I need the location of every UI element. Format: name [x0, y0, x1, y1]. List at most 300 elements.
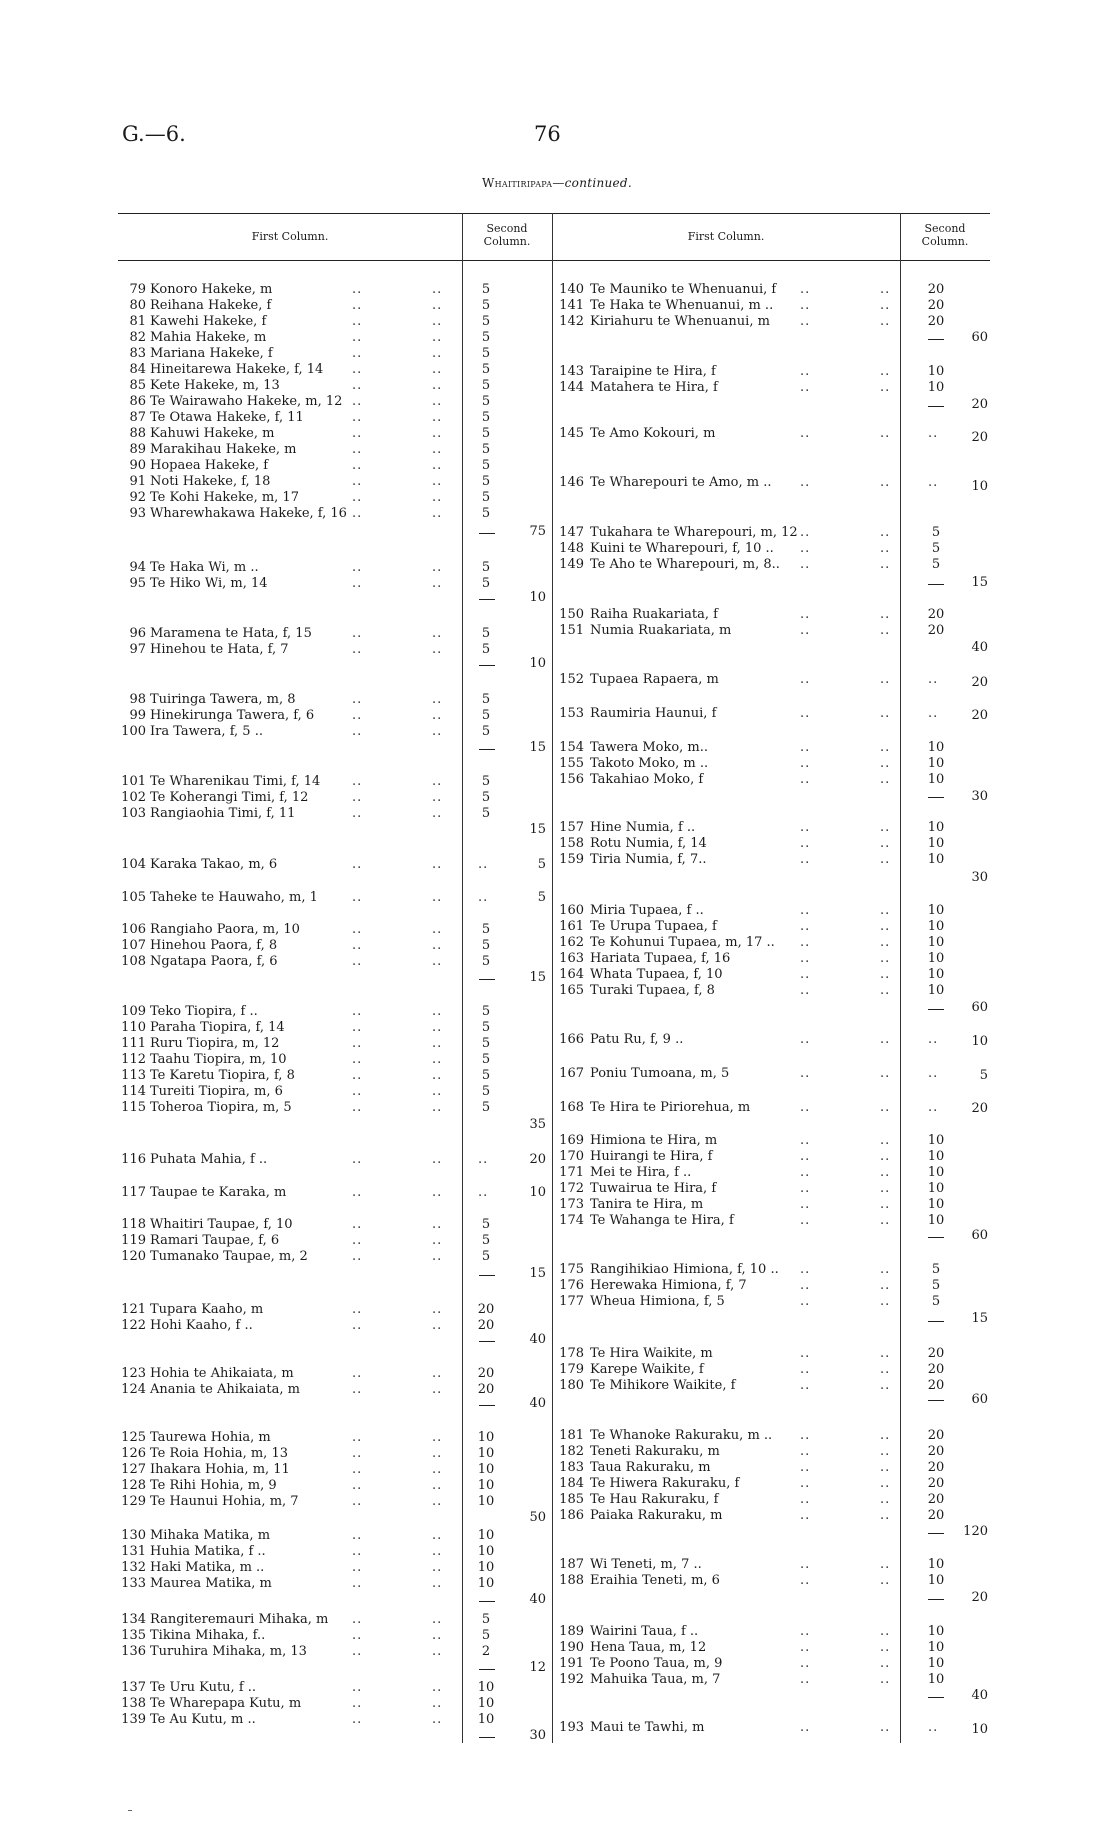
leader-dots: .. [432, 1233, 443, 1248]
entry-name: Te Wharenikau Timi, f, 14 [150, 774, 321, 789]
entry-name: Te Uru Kutu, f .. [150, 1680, 257, 1695]
list-item [0, 740, 1000, 756]
leader-dots: .. [880, 1640, 891, 1655]
list-item [0, 394, 1000, 410]
leader-dots: .. [352, 1233, 363, 1248]
entry-number: 181 [559, 1428, 584, 1443]
entry-name: Te Hira Waikite, m [590, 1346, 713, 1361]
entry-number: 79 [129, 282, 146, 297]
entry-name: Te Mihikore Waikite, f [590, 1378, 736, 1393]
share-value: 5 [481, 1233, 491, 1248]
share-value: 10 [927, 983, 945, 998]
leader-dots: .. [880, 475, 891, 490]
list-item [0, 951, 1000, 967]
group-total: 20 [971, 708, 988, 723]
subtotal-dash [479, 1405, 495, 1406]
leader-dots: .. [800, 1656, 811, 1671]
list-item [0, 706, 1000, 722]
entry-name: Numia Ruakariata, m [590, 623, 732, 638]
leader-dots: .. [352, 1185, 363, 1200]
list-item [0, 935, 1000, 951]
subtotal-dash [928, 406, 944, 407]
entry-name: Whaitiri Taupae, f, 10 [150, 1217, 293, 1232]
leader-dots: .. [880, 541, 891, 556]
list-item [0, 458, 1000, 474]
entry-name: Turuhira Mihaka, m, 13 [150, 1644, 307, 1659]
list-item [0, 983, 1000, 999]
subtotal-dash [928, 797, 944, 798]
leader-dots: .. [432, 1152, 443, 1167]
leader-dots: .. [432, 426, 443, 441]
leader-dots: .. [928, 1100, 939, 1115]
leader-dots: .. [800, 772, 811, 787]
left-first-column-header: First Column. [251, 230, 329, 243]
entry-number: 119 [121, 1233, 146, 1248]
group-total: 20 [971, 430, 988, 445]
entry-number: 132 [121, 1560, 146, 1575]
entry-number: 90 [129, 458, 146, 473]
leader-dots: .. [352, 346, 363, 361]
list-item [0, 314, 1000, 330]
list-item [0, 1656, 1000, 1672]
share-value: 10 [927, 740, 945, 755]
list-item [0, 672, 1000, 688]
entry-number: 138 [121, 1696, 146, 1711]
leader-dots: .. [352, 1680, 363, 1695]
leader-dots: .. [432, 378, 443, 393]
entry-number: 178 [559, 1346, 584, 1361]
leader-dots: .. [880, 1492, 891, 1507]
leader-dots: .. [880, 919, 891, 934]
subtotal-dash [479, 1341, 495, 1342]
leader-dots: .. [800, 282, 811, 297]
group-total: 15 [971, 575, 988, 590]
share-value: 5 [481, 938, 491, 953]
leader-dots: .. [432, 1430, 443, 1445]
list-item [0, 298, 1000, 314]
leader-dots: .. [352, 708, 363, 723]
subtotal-dash [928, 339, 944, 340]
leader-dots: .. [800, 983, 811, 998]
entry-name: Te Poono Taua, m, 9 [590, 1656, 723, 1671]
list-item [0, 756, 1000, 772]
leader-dots: .. [432, 1366, 443, 1381]
share-value: 10 [477, 1446, 495, 1461]
share-value: 10 [927, 1213, 945, 1228]
share-value: 20 [927, 1378, 945, 1393]
list-item [0, 426, 1000, 442]
leader-dots: .. [800, 475, 811, 490]
leader-dots: .. [432, 1446, 443, 1461]
leader-dots: .. [800, 1197, 811, 1212]
share-value: 10 [927, 1165, 945, 1180]
group-total: 10 [971, 479, 988, 494]
entry-name: Wi Teneti, m, 7 .. [590, 1557, 702, 1572]
list-item [0, 1318, 1000, 1334]
entry-name: Toheroa Tiopira, m, 5 [150, 1100, 292, 1115]
entry-number: 120 [121, 1249, 146, 1264]
entry-name: Mahia Hakeke, m [150, 330, 267, 345]
entry-number: 191 [559, 1656, 584, 1671]
leader-dots: .. [880, 1476, 891, 1491]
leader-dots: .. [880, 1378, 891, 1393]
leader-dots: .. [800, 852, 811, 867]
entry-number: 160 [559, 903, 584, 918]
entry-number: 153 [559, 706, 584, 721]
share-value: 5 [481, 282, 491, 297]
entry-name: Mihaka Matika, m [150, 1528, 271, 1543]
leader-dots: .. [880, 836, 891, 851]
leader-dots: .. [800, 1181, 811, 1196]
table-top-rule [118, 213, 990, 214]
entry-number: 115 [121, 1100, 146, 1115]
leader-dots: .. [880, 1362, 891, 1377]
leader-dots: .. [432, 1185, 443, 1200]
share-value: 20 [927, 298, 945, 313]
leader-dots: .. [880, 1294, 891, 1309]
leader-dots: .. [880, 557, 891, 572]
leader-dots: .. [432, 708, 443, 723]
share-value: 10 [477, 1712, 495, 1727]
leader-dots: .. [352, 474, 363, 489]
leader-dots: .. [432, 1560, 443, 1575]
entry-number: 101 [121, 774, 146, 789]
entry-number: 88 [129, 426, 146, 441]
leader-dots: .. [352, 1217, 363, 1232]
leader-dots: .. [880, 820, 891, 835]
leader-dots: .. [352, 1712, 363, 1727]
share-value: 5 [481, 474, 491, 489]
group-total: 60 [971, 1000, 988, 1015]
leader-dots: .. [880, 282, 891, 297]
leader-dots: .. [880, 1149, 891, 1164]
leader-dots: .. [800, 1165, 811, 1180]
list-item [0, 1032, 1000, 1048]
leader-dots: .. [432, 1004, 443, 1019]
entry-number: 182 [559, 1444, 584, 1459]
entry-name: Tiria Numia, f, 7.. [590, 852, 707, 867]
entry-name: Takahiao Moko, f [590, 772, 704, 787]
list-item [0, 506, 1000, 522]
share-value: 20 [477, 1366, 495, 1381]
entry-number: 112 [121, 1052, 146, 1067]
list-item [0, 1557, 1000, 1573]
entry-number: 82 [129, 330, 146, 345]
list-item [0, 1066, 1000, 1082]
entry-number: 165 [559, 983, 584, 998]
group-total: 20 [971, 1101, 988, 1116]
entry-number: 127 [121, 1462, 146, 1477]
share-value: 10 [927, 967, 945, 982]
leader-dots: .. [352, 410, 363, 425]
entry-number: 140 [559, 282, 584, 297]
entry-number: 98 [129, 692, 146, 707]
entry-number: 167 [559, 1066, 584, 1081]
leader-dots: .. [432, 474, 443, 489]
leader-dots: .. [432, 938, 443, 953]
leader-dots: .. [352, 282, 363, 297]
group-total: 60 [971, 1392, 988, 1407]
entry-name: Taahu Tiopira, m, 10 [150, 1052, 287, 1067]
leader-dots: .. [432, 410, 443, 425]
leader-dots: .. [352, 362, 363, 377]
leader-dots: .. [800, 820, 811, 835]
entry-name: Tawera Moko, m.. [590, 740, 709, 755]
subtotal-dash [479, 1737, 495, 1738]
share-value: 10 [927, 1149, 945, 1164]
entry-name: Te Urupa Tupaea, f [590, 919, 717, 934]
leader-dots: .. [880, 1213, 891, 1228]
entry-name: Te Hau Rakuraku, f [590, 1492, 719, 1507]
entry-name: Puhata Mahia, f .. [150, 1152, 268, 1167]
share-value: 5 [481, 410, 491, 425]
list-item [0, 1278, 1000, 1294]
list-item [0, 919, 1000, 935]
leader-dots: .. [800, 935, 811, 950]
entry-name: Taraipine te Hira, f [590, 364, 716, 379]
leader-dots: .. [800, 1444, 811, 1459]
leader-dots: .. [478, 857, 489, 872]
share-value: 5 [481, 1036, 491, 1051]
entry-name: Rangiteremauri Mihaka, m [150, 1612, 329, 1627]
share-value: 10 [927, 380, 945, 395]
share-value: 10 [927, 852, 945, 867]
group-total: 50 [529, 1510, 546, 1525]
share-value: 20 [477, 1318, 495, 1333]
table-header-rule [118, 260, 990, 261]
share-value: 20 [927, 1460, 945, 1475]
leader-dots: .. [432, 1462, 443, 1477]
entry-name: Te Koherangi Timi, f, 12 [150, 790, 309, 805]
leader-dots: .. [352, 1084, 363, 1099]
group-total: 15 [971, 1311, 988, 1326]
share-value: 5 [481, 806, 491, 821]
leader-dots: .. [352, 1544, 363, 1559]
group-total: 20 [971, 1590, 988, 1605]
share-value: 10 [477, 1696, 495, 1711]
share-value: 20 [477, 1382, 495, 1397]
entry-name: Hopaea Hakeke, f [150, 458, 269, 473]
share-value: 5 [481, 708, 491, 723]
list-item [0, 1004, 1000, 1020]
leader-dots: .. [432, 458, 443, 473]
list-item [0, 541, 1000, 557]
share-value: 10 [477, 1494, 495, 1509]
entry-name: Mei te Hira, f .. [590, 1165, 692, 1180]
entry-number: 179 [559, 1362, 584, 1377]
leader-dots: .. [880, 1557, 891, 1572]
group-total: 10 [529, 656, 546, 671]
leader-dots: .. [880, 1197, 891, 1212]
leader-dots: .. [880, 1460, 891, 1475]
leader-dots: .. [880, 1032, 891, 1047]
leader-dots: .. [352, 1052, 363, 1067]
leader-dots: .. [800, 1378, 811, 1393]
entry-number: 95 [129, 576, 146, 591]
leader-dots: .. [352, 642, 363, 657]
list-item [0, 1640, 1000, 1656]
group-total: 5 [979, 1068, 988, 1083]
leader-dots: .. [352, 1004, 363, 1019]
leader-dots: .. [880, 1165, 891, 1180]
entry-number: 168 [559, 1100, 584, 1115]
leader-dots: .. [880, 706, 891, 721]
entry-number: 154 [559, 740, 584, 755]
leader-dots: .. [478, 1152, 489, 1167]
entry-number: 166 [559, 1032, 584, 1047]
leader-dots: .. [352, 1696, 363, 1711]
entry-name: Kawehi Hakeke, f [150, 314, 267, 329]
leader-dots: .. [432, 1068, 443, 1083]
share-value: 5 [481, 724, 491, 739]
entry-name: Te Hira te Piriorehua, m [590, 1100, 751, 1115]
group-total: 30 [529, 1728, 546, 1743]
entry-number: 141 [559, 298, 584, 313]
entry-name: Rotu Numia, f, 14 [590, 836, 707, 851]
leader-dots: .. [800, 967, 811, 982]
subtotal-dash [479, 599, 495, 600]
share-value: 5 [481, 314, 491, 329]
leader-dots: .. [800, 1362, 811, 1377]
leader-dots: .. [432, 1528, 443, 1543]
entry-number: 187 [559, 1557, 584, 1572]
group-total: 40 [529, 1592, 546, 1607]
leader-dots: .. [352, 1528, 363, 1543]
list-item [0, 1492, 1000, 1508]
entry-name: Reihana Hakeke, f [150, 298, 272, 313]
leader-dots: .. [432, 1612, 443, 1627]
group-total: 12 [529, 1660, 546, 1675]
section-title-cont: —continued. [552, 176, 633, 190]
share-value: 10 [927, 820, 945, 835]
share-value: 5 [481, 362, 491, 377]
entry-name: Te Mauniko te Whenuanui, f [590, 282, 777, 297]
share-value: 10 [927, 364, 945, 379]
leader-dots: .. [432, 1644, 443, 1659]
document-reference: G.—6. [122, 122, 186, 146]
leader-dots: .. [800, 919, 811, 934]
share-value: 5 [931, 1294, 941, 1309]
share-value: 10 [927, 903, 945, 918]
entry-name: Miria Tupaea, f .. [590, 903, 704, 918]
entry-number: 155 [559, 756, 584, 771]
group-total: 30 [971, 789, 988, 804]
entry-name: Mahuika Taua, m, 7 [590, 1672, 721, 1687]
share-value: 5 [481, 560, 491, 575]
leader-dots: .. [352, 1644, 363, 1659]
entry-number: 107 [121, 938, 146, 953]
leader-dots: .. [432, 362, 443, 377]
share-value: 5 [481, 692, 491, 707]
leader-dots: .. [478, 890, 489, 905]
leader-dots: .. [880, 740, 891, 755]
leader-dots: .. [478, 1185, 489, 1200]
entry-name: Tuiringa Tawera, m, 8 [150, 692, 296, 707]
leader-dots: .. [880, 623, 891, 638]
entry-name: Te Kohunui Tupaea, m, 17 .. [590, 935, 775, 950]
leader-dots: .. [432, 576, 443, 591]
leader-dots: .. [432, 1217, 443, 1232]
entry-name: Anania te Ahikaiata, m [150, 1382, 300, 1397]
leader-dots: .. [352, 442, 363, 457]
leader-dots: .. [880, 903, 891, 918]
entry-name: Huhia Matika, f .. [150, 1544, 266, 1559]
subtotal-dash [928, 1400, 944, 1401]
leader-dots: .. [352, 1382, 363, 1397]
share-value: 20 [927, 1508, 945, 1523]
leader-dots: .. [352, 890, 363, 905]
share-value: 10 [477, 1680, 495, 1695]
page-number: 76 [534, 122, 561, 146]
share-value: 5 [481, 378, 491, 393]
share-value: 10 [477, 1462, 495, 1477]
leader-dots: .. [352, 490, 363, 505]
share-value: 10 [927, 935, 945, 950]
leader-dots: .. [352, 790, 363, 805]
share-value: 20 [927, 1444, 945, 1459]
leader-dots: .. [800, 836, 811, 851]
entry-name: Turaki Tupaea, f, 8 [590, 983, 715, 998]
leader-dots: .. [432, 1084, 443, 1099]
group-total: 40 [971, 640, 988, 655]
entry-number: 136 [121, 1644, 146, 1659]
entry-name: Rangiaohia Timi, f, 11 [150, 806, 296, 821]
list-item [0, 576, 1000, 592]
leader-dots: .. [432, 806, 443, 821]
entry-number: 96 [129, 626, 146, 641]
leader-dots: .. [800, 1508, 811, 1523]
entry-name: Maui te Tawhi, m [590, 1720, 705, 1735]
share-value: 10 [477, 1576, 495, 1591]
list-item [0, 836, 1000, 852]
entry-number: 174 [559, 1213, 584, 1228]
entry-number: 85 [129, 378, 146, 393]
entry-number: 113 [121, 1068, 146, 1083]
leader-dots: .. [352, 857, 363, 872]
leader-dots: .. [352, 1462, 363, 1477]
leader-dots: .. [800, 1720, 811, 1735]
share-value: 5 [481, 954, 491, 969]
group-total: 20 [529, 1152, 546, 1167]
entry-name: Kete Hakeke, m, 13 [150, 378, 280, 393]
entry-number: 134 [121, 1612, 146, 1627]
share-value: 10 [927, 1640, 945, 1655]
list-item [0, 330, 1000, 346]
list-item [0, 442, 1000, 458]
leader-dots: .. [352, 426, 363, 441]
subtotal-dash [479, 665, 495, 666]
entry-number: 130 [121, 1528, 146, 1543]
share-value: 10 [927, 951, 945, 966]
subtotal-dash [928, 1599, 944, 1600]
entry-name: Takoto Moko, m .. [590, 756, 709, 771]
section-title [0, 176, 1114, 190]
entry-name: Tureiti Tiopira, m, 6 [150, 1084, 283, 1099]
subtotal-dash [928, 1533, 944, 1534]
entry-number: 103 [121, 806, 146, 821]
entry-name: Taua Rakuraku, m [590, 1460, 711, 1475]
leader-dots: .. [928, 672, 939, 687]
share-value: 5 [481, 790, 491, 805]
entry-number: 118 [121, 1217, 146, 1232]
leader-dots: .. [352, 458, 363, 473]
entry-number: 183 [559, 1460, 584, 1475]
leader-dots: .. [352, 506, 363, 521]
entry-number: 164 [559, 967, 584, 982]
entry-name: Tukahara te Wharepouri, m, 12 [590, 525, 798, 540]
entry-number: 139 [121, 1712, 146, 1727]
entry-number: 111 [121, 1036, 146, 1051]
